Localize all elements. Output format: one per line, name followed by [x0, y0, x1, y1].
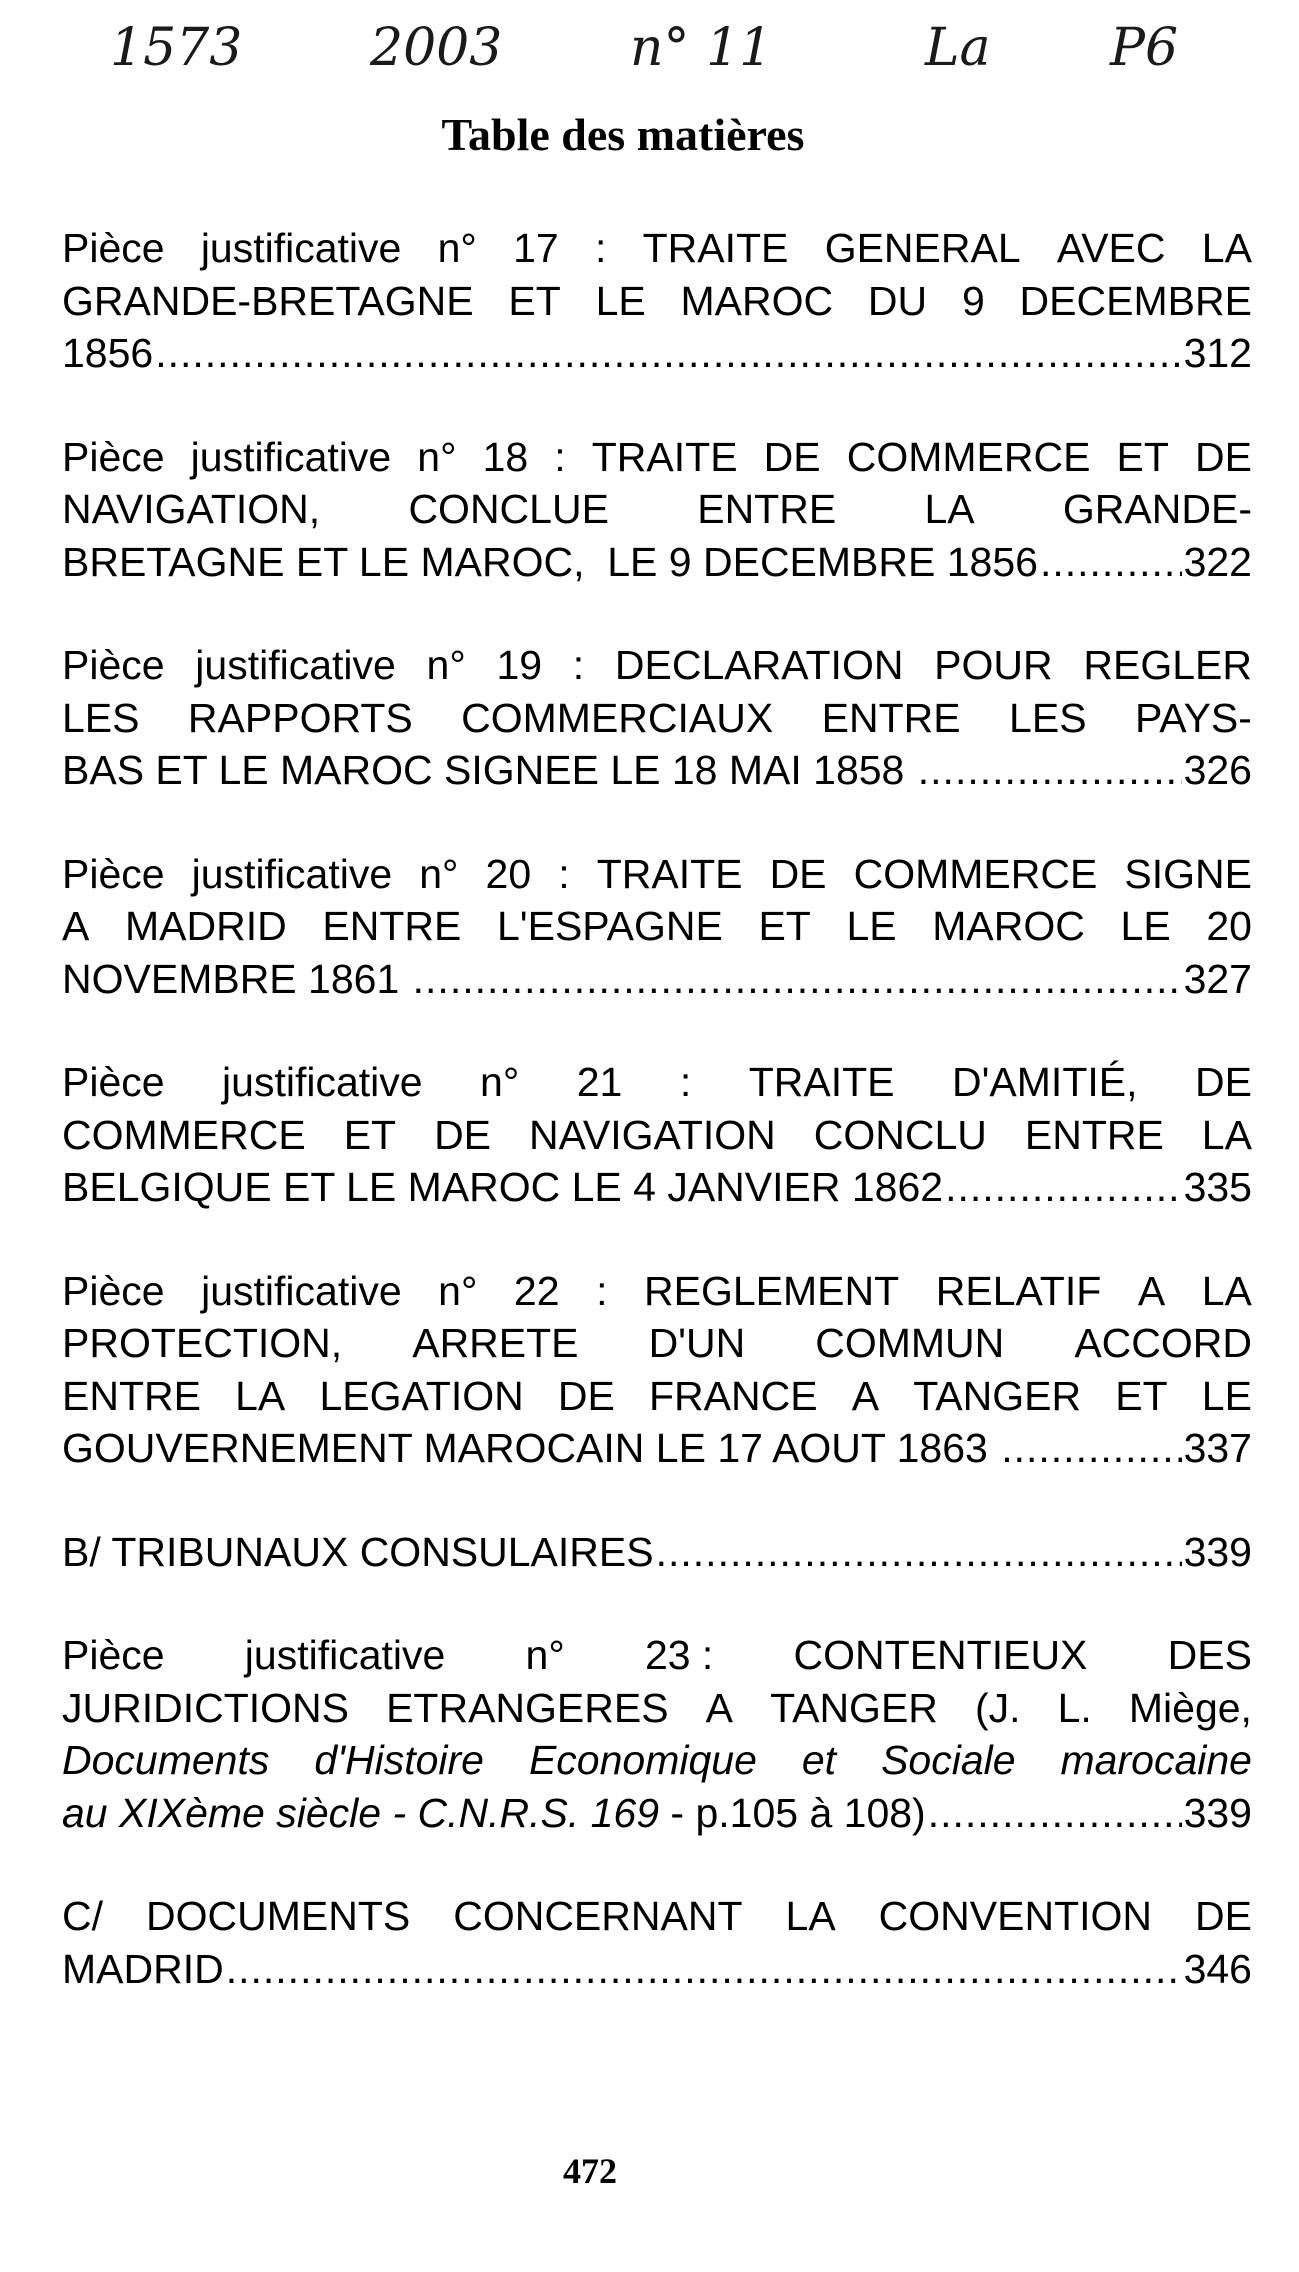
- toc-word: DOCUMENTS: [146, 1893, 411, 1939]
- toc-word: 23 :: [644, 1632, 714, 1678]
- toc-word: A: [851, 1372, 880, 1419]
- toc-word: :: [558, 850, 570, 897]
- toc-page-number: 337: [1183, 1425, 1252, 1471]
- toc-word: TRAITE: [642, 225, 789, 271]
- toc-word: RELATIF: [935, 1267, 1102, 1314]
- toc-entry-line: [62, 692, 1252, 745]
- toc-word: L'ESPAGNE: [496, 903, 723, 949]
- toc-word: POUR: [934, 642, 1053, 688]
- toc-word: ACCORD: [1074, 1320, 1252, 1366]
- handwritten-note: n° 11: [630, 18, 773, 78]
- toc-word: Pièce: [62, 642, 165, 688]
- toc-word: C/: [62, 1893, 103, 1939]
- toc-word: LA: [924, 486, 975, 532]
- toc-word: COMMUN: [815, 1320, 1005, 1366]
- toc-word: d'Histoire: [314, 1737, 484, 1783]
- toc-word: justificative: [244, 1632, 446, 1678]
- page-title: Table des matières: [441, 109, 805, 160]
- toc-word: Pièce: [62, 225, 165, 271]
- toc-word: TRAITE: [596, 850, 743, 897]
- toc-entry: [62, 1629, 1252, 1839]
- toc-entry-title: B/ TRIBUNAUX CONSULAIRES: [62, 1528, 654, 1575]
- toc-word: MAROC: [932, 903, 1085, 949]
- toc-word: 18: [482, 433, 529, 480]
- toc-entry-title: MADRID: [62, 1945, 224, 1992]
- toc-word: ET: [1116, 433, 1169, 480]
- toc-entry-title: 1856: [62, 330, 154, 376]
- toc-word: LA: [1201, 1111, 1252, 1158]
- dot-leader: [945, 1161, 1181, 1214]
- page-number: 472: [563, 2151, 617, 2191]
- toc-entry-line: [62, 848, 1252, 901]
- toc-word: :: [596, 1267, 608, 1314]
- dot-leader: [1001, 1422, 1181, 1475]
- toc-entry-line: [62, 1317, 1252, 1370]
- toc-word: n°: [480, 1059, 520, 1105]
- toc-word: DE: [769, 850, 827, 897]
- toc-entry-title: au XIXème siècle - C.N.R.S. 169 - p.105 à 108): [62, 1789, 926, 1836]
- toc-word: justificative: [200, 225, 402, 271]
- toc-word: GENERAL: [824, 225, 1021, 271]
- toc-entry-line: [62, 1943, 1252, 1996]
- toc-page-number: 327: [1183, 955, 1252, 1002]
- toc-entry: [62, 1265, 1252, 1475]
- toc-word: justificative: [201, 1267, 402, 1314]
- toc-word: AVEC: [1056, 225, 1166, 271]
- toc-word: LA: [1201, 225, 1252, 271]
- handwritten-note: 1573: [110, 18, 243, 78]
- toc-word: JURIDICTIONS: [62, 1684, 349, 1731]
- toc-entry-line: [62, 953, 1252, 1006]
- toc-word: NAVIGATION,: [62, 486, 321, 532]
- toc-word: ET: [343, 1111, 397, 1158]
- toc-word: n°: [419, 850, 459, 897]
- toc-word: ET: [508, 277, 561, 324]
- toc-word: DE: [763, 433, 821, 480]
- toc-word: ENTRE: [62, 1372, 201, 1419]
- toc-word: :: [679, 1059, 692, 1105]
- toc-word: LA: [785, 1893, 836, 1939]
- toc-word: A: [1137, 1267, 1166, 1314]
- toc-word: DECLARATION: [614, 642, 904, 688]
- toc-word: SIGNE: [1124, 850, 1252, 897]
- toc-page-number: 312: [1183, 330, 1252, 376]
- dot-leader: [918, 744, 1182, 797]
- toc-word: MAROC: [680, 277, 834, 324]
- toc-word: LE: [595, 277, 646, 324]
- toc-word: DE: [434, 1111, 492, 1158]
- toc-entry-line: [62, 536, 1252, 589]
- toc-entry: [62, 222, 1252, 380]
- toc-word: Pièce: [62, 1059, 165, 1105]
- toc-entry-line: [62, 1109, 1252, 1162]
- toc-word: Pièce: [62, 433, 165, 480]
- toc-entry-line: [62, 639, 1252, 692]
- toc-word: L.: [1057, 1684, 1092, 1731]
- dot-leader: [1040, 536, 1182, 589]
- toc-word: 22: [513, 1267, 560, 1314]
- toc-word: TANGER: [913, 1372, 1082, 1419]
- toc-word: D'AMITIÉ,: [952, 1059, 1138, 1105]
- toc-word: LE: [1201, 1372, 1252, 1419]
- toc-word: ENTRE: [322, 903, 462, 949]
- toc-entry-line: [62, 1890, 1252, 1943]
- toc-word: DE: [557, 1372, 615, 1419]
- toc-word: MADRID: [125, 903, 287, 949]
- toc-word: DE: [1195, 433, 1252, 480]
- toc-page-number: 346: [1183, 1945, 1252, 1992]
- toc-word: Sociale: [881, 1737, 1016, 1783]
- toc-entry: [62, 1056, 1252, 1214]
- toc-entry-line: [62, 1526, 1252, 1579]
- toc-page-number: 326: [1183, 747, 1252, 793]
- toc-word: ENTRE: [1024, 1111, 1164, 1158]
- toc-word: FRANCE: [649, 1372, 818, 1419]
- toc-word: :: [572, 642, 585, 688]
- toc-word: LE: [1120, 903, 1171, 949]
- table-of-contents: [62, 222, 1252, 2046]
- toc-word: Miège,: [1128, 1684, 1252, 1731]
- toc-entry-line: [62, 1422, 1252, 1475]
- toc-entry-line: [62, 1056, 1252, 1109]
- toc-word: GRANDE-BRETAGNE: [62, 277, 474, 324]
- toc-word: 17: [513, 225, 559, 271]
- toc-word: ET: [758, 903, 811, 949]
- toc-word: CONCERNANT: [453, 1893, 743, 1939]
- toc-word: LA: [235, 1372, 286, 1419]
- handwritten-annotations: [110, 18, 1260, 108]
- toc-entry: [62, 639, 1252, 797]
- toc-entry: [62, 431, 1252, 589]
- toc-word: justificative: [191, 850, 393, 897]
- toc-entry: [62, 1526, 1252, 1579]
- handwritten-note: P6: [1110, 18, 1179, 78]
- toc-word: CONVENTION: [878, 1893, 1153, 1939]
- toc-entry: [62, 848, 1252, 1006]
- toc-word: TANGER: [770, 1684, 938, 1731]
- toc-entry-line: [62, 1629, 1252, 1682]
- toc-word: DE: [1195, 1893, 1252, 1939]
- toc-word: n°: [437, 225, 477, 271]
- toc-word: COMMERCIAUX: [461, 694, 774, 741]
- toc-word: 9: [961, 277, 985, 324]
- toc-entry-line: [62, 1734, 1252, 1787]
- toc-word: CONCLUE: [408, 486, 609, 532]
- toc-entry-title: BAS ET LE MAROC SIGNEE LE 18 MAI 1858: [62, 747, 916, 793]
- toc-word: CONTENTIEUX: [793, 1632, 1088, 1678]
- toc-word: ARRETE: [412, 1320, 579, 1366]
- toc-word: Pièce: [62, 1632, 165, 1678]
- dot-leader: [928, 1787, 1182, 1840]
- toc-entry-line: [62, 900, 1252, 953]
- toc-entry-title: NOVEMBRE 1861: [62, 955, 411, 1002]
- handwritten-note: 2003: [370, 18, 503, 78]
- toc-word: n°: [417, 433, 457, 480]
- toc-word: n°: [438, 1267, 478, 1314]
- toc-word: REGLER: [1083, 642, 1252, 688]
- dot-leader: [413, 953, 1182, 1006]
- toc-word: LES: [1009, 694, 1087, 741]
- toc-word: ET: [1115, 1372, 1168, 1419]
- toc-word: A: [62, 903, 90, 949]
- toc-word: justificative: [190, 433, 392, 480]
- toc-word: TRAITE: [591, 433, 738, 480]
- toc-word: COMMERCE: [846, 433, 1091, 480]
- dot-leader: [656, 1526, 1182, 1579]
- toc-word: 21: [576, 1059, 623, 1105]
- toc-entry-title: BELGIQUE ET LE MAROC LE 4 JANVIER 1862: [62, 1164, 944, 1210]
- toc-word: :: [554, 433, 566, 480]
- toc-page-number: 339: [1183, 1528, 1252, 1575]
- toc-word: DECEMBRE: [1019, 277, 1252, 324]
- toc-word: justificative: [195, 642, 396, 688]
- toc-entry-title: BRETAGNE ET LE MAROC, LE 9 DECEMBRE 1856: [62, 538, 1038, 585]
- toc-word: A: [705, 1684, 734, 1731]
- toc-entry-line: [62, 1787, 1252, 1840]
- toc-page-number: 335: [1183, 1164, 1252, 1210]
- toc-word: 19: [496, 642, 543, 688]
- toc-word: RAPPORTS: [187, 694, 413, 741]
- toc-entry-line: [62, 275, 1252, 328]
- toc-word: GRANDE-: [1062, 486, 1252, 532]
- toc-word: n°: [426, 642, 466, 688]
- toc-word: DES: [1167, 1632, 1252, 1678]
- toc-word: TRAITE: [748, 1059, 895, 1105]
- dot-leader: [155, 327, 1181, 380]
- toc-entry-line: [62, 1265, 1252, 1318]
- toc-entry-line: [62, 222, 1252, 275]
- toc-word: PAYS-: [1134, 694, 1252, 741]
- toc-word: NAVIGATION: [529, 1111, 776, 1158]
- toc-word: PROTECTION,: [62, 1320, 343, 1366]
- toc-word: 20: [1206, 903, 1252, 949]
- toc-word: n°: [525, 1632, 565, 1678]
- toc-entry-line: [62, 1370, 1252, 1423]
- toc-entry: [62, 1890, 1252, 1995]
- toc-word: REGLEMENT: [644, 1267, 900, 1314]
- toc-word: ENTRE: [697, 486, 837, 532]
- toc-word: Pièce: [62, 1267, 165, 1314]
- dot-leader: [226, 1943, 1182, 1996]
- toc-word: Economique: [528, 1737, 757, 1783]
- toc-entry-line: [62, 431, 1252, 484]
- toc-page-number: 339: [1183, 1789, 1252, 1836]
- toc-word: 20: [485, 850, 532, 897]
- toc-word: DU: [867, 277, 928, 324]
- toc-word: COMMERCE: [853, 850, 1098, 897]
- toc-word: LE: [846, 903, 897, 949]
- toc-word: ENTRE: [821, 694, 961, 741]
- toc-word: LEGATION: [319, 1372, 524, 1419]
- toc-word: CONCLU: [813, 1111, 987, 1158]
- toc-entry-line: [62, 744, 1252, 797]
- toc-word: Pièce: [62, 850, 165, 897]
- toc-word: et: [801, 1737, 837, 1783]
- toc-entry-title: GOUVERNEMENT MAROCAIN LE 17 AOUT 1863: [62, 1425, 1000, 1471]
- toc-page-number: 322: [1183, 538, 1252, 585]
- toc-word: (J.: [974, 1684, 1021, 1731]
- toc-word: LA: [1201, 1267, 1252, 1314]
- toc-word: Documents: [62, 1737, 270, 1783]
- toc-entry-line: [62, 1682, 1252, 1735]
- toc-word: marocaine: [1060, 1737, 1252, 1783]
- toc-word: justificative: [222, 1059, 423, 1105]
- toc-entry-line: [62, 483, 1252, 536]
- toc-word: ETRANGERES: [386, 1684, 669, 1731]
- toc-word: D'UN: [648, 1320, 746, 1366]
- toc-entry-line: [62, 327, 1252, 380]
- toc-word: COMMERCE: [62, 1111, 306, 1158]
- toc-entry-line: [62, 1161, 1252, 1214]
- handwritten-note: La: [925, 18, 991, 78]
- toc-word: LES: [62, 694, 140, 741]
- toc-word: :: [594, 225, 607, 271]
- toc-word: DE: [1195, 1059, 1252, 1105]
